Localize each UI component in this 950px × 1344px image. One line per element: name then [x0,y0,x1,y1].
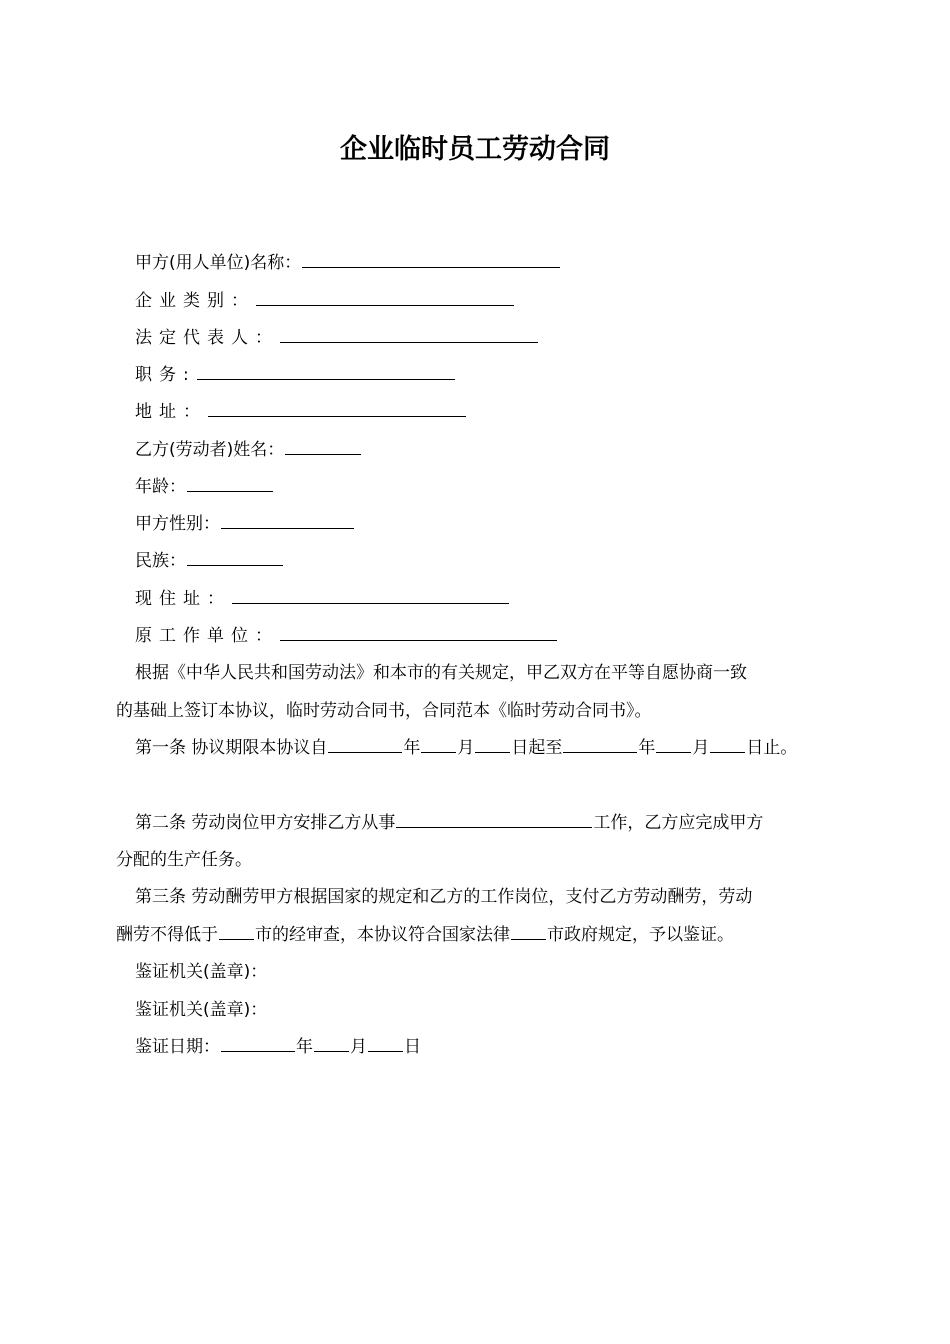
category-row [135,288,515,314]
gender-row [135,511,355,537]
min-wage-city-blank[interactable] [219,923,254,940]
address-blank[interactable] [208,400,466,417]
legal-rep-label: 法定代表人： [135,328,279,348]
employer-name-blank[interactable] [302,251,560,268]
start-day-blank[interactable] [475,736,510,753]
legal-rep-row [135,325,539,351]
former-employer-blank[interactable] [280,624,557,641]
article-3-text-b: 市的经审查，本协议符合国家法律 [255,925,510,945]
address-label: 地址： [135,402,207,422]
former-employer-row [135,623,558,649]
former-employer-label: 原工作单位： [135,626,279,646]
gender-label: 甲方性别： [135,514,220,534]
end-month-blank[interactable] [656,736,691,753]
law-city-blank[interactable] [511,923,546,940]
start-month-blank[interactable] [421,736,456,753]
position-row [135,362,456,388]
position-blank[interactable] [197,363,455,380]
current-address-label: 现住址： [135,589,231,609]
cert-org-1: 鉴证机关(盖章)： [135,962,268,982]
age-label: 年龄： [135,477,186,497]
legal-rep-blank[interactable] [280,326,538,343]
article-3-line-1: 第三条 劳动酬劳甲方根据国家的规定和乙方的工作岗位，支付乙方劳动酬劳，劳动 [135,887,753,907]
article-1 [135,735,797,761]
intro-line-2: 的基础上签订本协议，临时劳动合同书，合同范本《临时劳动合同书》。 [116,701,652,721]
employer-name-label: 甲方(用人单位)名称： [135,253,302,273]
cert-month: 月 [350,1037,367,1057]
current-address-blank[interactable] [232,587,509,604]
article-2-line-2: 分配的生产任务。 [116,850,252,870]
article-1-year: 年 [403,738,421,758]
position-label: 职务: [135,365,196,385]
article-2-suffix: 工作，乙方应完成甲方 [593,813,764,833]
article-1-prefix: 第一条 协议期限本协议自 [135,738,328,758]
current-address-row [135,586,510,612]
article-1-year-2: 年 [638,738,656,758]
employer-name-row [135,250,561,276]
cert-org-2: 鉴证机关(盖章)： [135,1000,268,1020]
article-3-line-2 [116,922,734,948]
worker-name-row [135,437,362,463]
cert-date-row [135,1034,421,1060]
article-2 [135,810,763,836]
gender-blank[interactable] [221,512,354,529]
article-3-text-c: 市政府规定，予以鉴证。 [547,925,734,945]
address-row [135,399,467,425]
end-year-blank[interactable] [563,736,637,753]
cert-day: 日 [404,1037,421,1057]
cert-month-blank[interactable] [314,1035,349,1052]
ethnicity-label: 民族： [135,551,186,571]
article-1-month: 月 [457,738,475,758]
worker-name-label: 乙方(劳动者)姓名： [135,440,285,460]
cert-year-blank[interactable] [221,1035,295,1052]
document-title: 企业临时员工劳动合同 [340,134,610,165]
age-blank[interactable] [187,475,273,492]
worker-name-blank[interactable] [285,438,361,455]
end-day-blank[interactable] [710,736,745,753]
cert-year: 年 [296,1037,313,1057]
article-1-day-from: 日起至 [511,738,563,758]
job-blank[interactable] [396,811,592,828]
ethnicity-row [135,548,284,574]
age-row [135,474,274,500]
article-1-month-2: 月 [692,738,710,758]
cert-date-label: 鉴证日期： [135,1037,220,1057]
category-blank[interactable] [256,289,514,306]
ethnicity-blank[interactable] [187,549,283,566]
article-2-prefix: 第二条 劳动岗位甲方安排乙方从事 [135,813,396,833]
article-3-text-a: 酬劳不得低于 [116,925,218,945]
category-label: 企业类别： [135,291,255,311]
article-1-day-to: 日止。 [746,738,798,758]
start-year-blank[interactable] [328,736,402,753]
intro-line-1: 根据《中华人民共和国劳动法》和本市的有关规定，甲乙双方在平等自愿协商一致 [135,663,747,683]
cert-day-blank[interactable] [368,1035,403,1052]
